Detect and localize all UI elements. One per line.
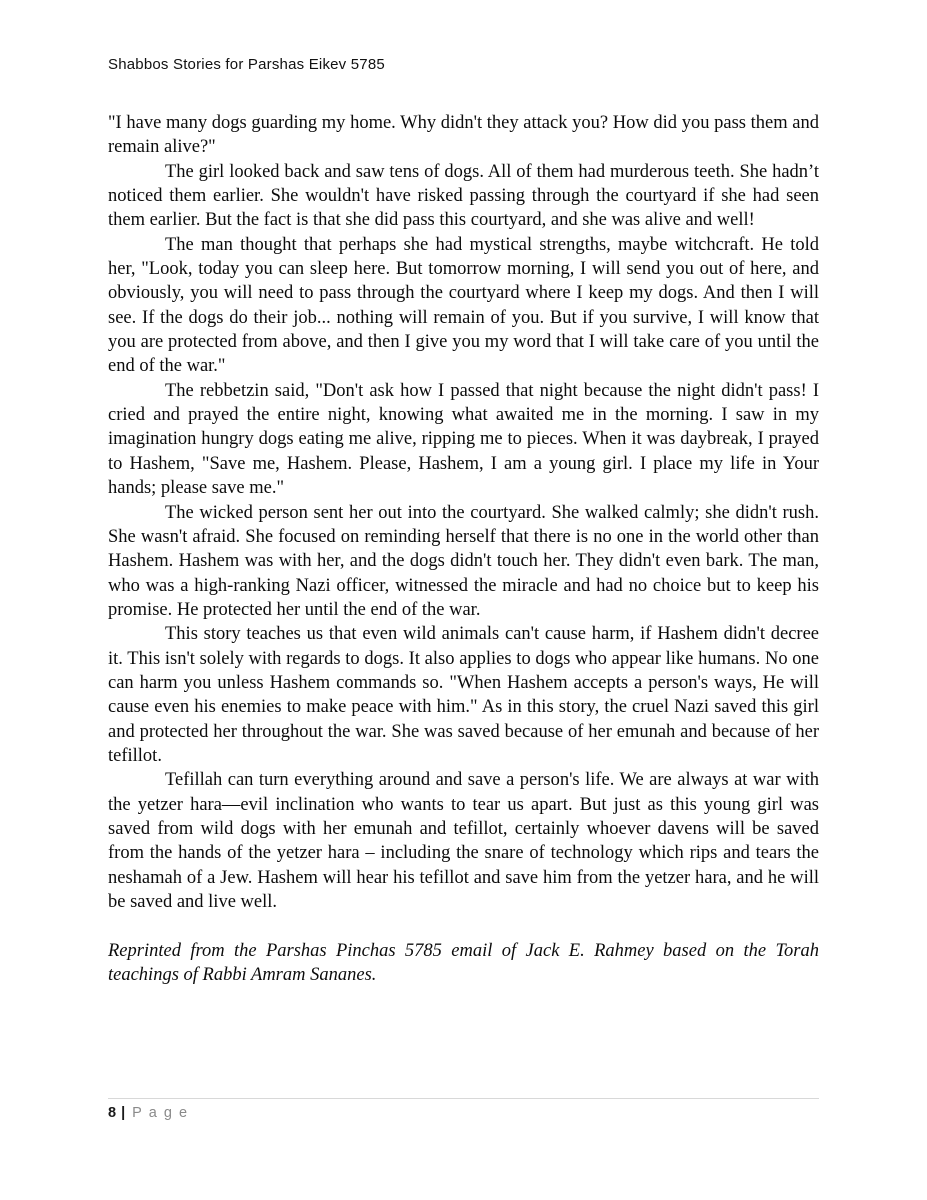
footer-divider [108,1098,819,1099]
paragraph: "I have many dogs guarding my home. Why didn't they attack you? How did you pass them and remain alive?" [108,113,819,158]
paragraph: Tefillah can turn everything around and save a person's life. We are always at war with the yetzer hara—evil inclination who wants to tear us apart. But just as this young girl was saved from wild dogs with her emunah and tefillot, certainly whoever davens will be saved from the hands of the yetzer hara – including the snare of technology which rips and tears the neshamah of a Jew. Hashem will hear his tefillot and save him from the yetzer hara, and he will be saved and live well. [108,770,819,912]
paragraph: The man thought that perhaps she had mystical strengths, maybe witchcraft. He told her, "Look, today you can sleep here. But tomorrow morning, I will send you out of here, and obviously, you will need to pass through the courtyard where I keep my dogs. And then I will see. If the dogs do their job... nothing will remain of you. But if you survive, I will know that you are protected from above, and then I give you my word that I will take care of you until the end of the war." [108,234,819,377]
paragraph: This story teaches us that even wild animals can't cause harm, if Hashem didn't decree it. This isn't solely with regards to dogs. It also applies to dogs who appear like humans. No one can harm you unless Hashem commands so. "When Hashem accepts a person's ways, He will cause even his enemies to make peace with him." As in this story, the cruel Nazi saved this girl and protected her throughout the war. She was saved because of her emunah and because of her tefillot. [108,624,819,766]
paragraph: The rebbetzin said, "Don't ask how I passed that night because the night didn't pass! I cried and prayed the entire night, knowing what awaited me in the morning. I saw in my imagination hungry dogs eating me alive, ripping me to pieces. When it was daybreak, I prayed to Hashem, "Save me, Hashem. Please, Hashem, I am a young girl. I place my life in Your hands; please save me." [108,380,819,499]
footer-separator: | [121,1105,126,1121]
page-footer [108,1098,819,1121]
page-header [108,56,819,73]
document-body [108,111,819,987]
footer-text [108,1105,819,1121]
paragraph: The girl looked back and saw tens of dogs. All of them had murderous teeth. She hadn’t noticed them earlier. She wouldn't have risked passing through the courtyard if she had seen them earlier. But the fact is that she did pass this courtyard, and she was alive and well! [108,161,819,231]
paragraph: The wicked person sent her out into the courtyard. She walked calmly; she didn't rush. She wasn't afraid. She focused on reminding herself that there is no one in the world other than Hashem. Hashem was with her, and the dogs didn't touch her. They didn't even bark. The man, who was a high-ranking Nazi officer, witnessed the miracle and had no choice but to keep his promise. He protected her until the end of the war. [108,502,819,620]
attribution-note: Reprinted from the Parshas Pinchas 5785 email of Jack E. Rahmey based on the Torah teachings of Rabbi Amram Sananes. [108,940,819,986]
page-number: 8 [108,1105,117,1121]
page-label: Page [132,1105,195,1121]
header-title: Shabbos Stories for Parshas Eikev 5785 [108,56,385,73]
